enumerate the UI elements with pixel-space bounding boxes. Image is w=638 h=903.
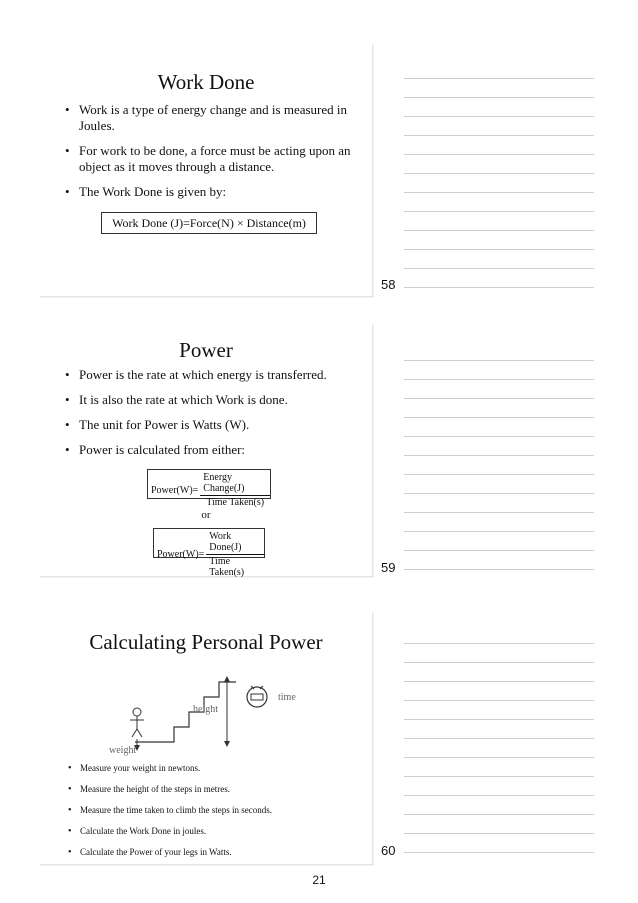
formula-lhs: Power(W)= bbox=[151, 484, 199, 496]
formula-numerator: Work Done(J) bbox=[206, 531, 264, 555]
staircase bbox=[135, 682, 236, 742]
height-label: height bbox=[193, 704, 218, 715]
power-formula-energy bbox=[147, 469, 271, 508]
slide-60 bbox=[40, 612, 373, 865]
bullet-item: • For work to be done, a force must be acting upon an object as it moves through a distance. bbox=[65, 143, 354, 175]
formula-denominator: Time Taken(s) bbox=[206, 497, 265, 508]
bullet-list bbox=[68, 763, 354, 858]
bullet-list bbox=[65, 367, 354, 458]
bullet-item: • The Work Done is given by: bbox=[65, 184, 354, 200]
slide-number: 60 bbox=[381, 843, 396, 858]
bullet-item: • Calculate the Power of your legs in Watts. bbox=[68, 847, 354, 858]
bullet-item: • Measure the height of the steps in metres. bbox=[68, 784, 354, 795]
slide-number: 59 bbox=[381, 560, 396, 575]
bullet-item: • Calculate the Work Done in joules. bbox=[68, 826, 354, 837]
slide-58 bbox=[40, 44, 373, 297]
power-formula-work bbox=[153, 528, 265, 578]
slide-title: Power bbox=[179, 338, 233, 362]
work-done-formula bbox=[101, 212, 317, 234]
formula-lhs: Power(W)= bbox=[157, 549, 205, 560]
bullet-item: • Measure your weight in newtons. bbox=[68, 763, 354, 774]
bullet-list bbox=[65, 102, 354, 200]
bullet-item: • Power is the rate at which energy is transferred. bbox=[65, 367, 354, 383]
bullet-item: • Measure the time taken to climb the steps in seconds. bbox=[68, 805, 354, 816]
stopwatch-icon bbox=[247, 686, 267, 707]
bullet-item: • Work is a type of energy change and is measured in Joules. bbox=[65, 102, 354, 134]
stick-figure-icon bbox=[130, 708, 144, 737]
weight-label: weight bbox=[109, 745, 137, 756]
bullet-item: • The unit for Power is Watts (W). bbox=[65, 417, 354, 433]
slide-title: Calculating Personal Power bbox=[89, 630, 323, 654]
slide-59 bbox=[40, 324, 373, 577]
or-text: or bbox=[201, 509, 211, 521]
slide-title: Work Done bbox=[157, 70, 255, 94]
slide-number: 58 bbox=[381, 277, 396, 292]
bullet-item: • It is also the rate at which Work is done. bbox=[65, 392, 354, 408]
formula-numerator: Energy Change(J) bbox=[200, 472, 270, 496]
time-label: time bbox=[278, 692, 296, 703]
bullet-item: • Power is calculated from either: bbox=[65, 442, 354, 458]
formula-denominator: Time Taken(s) bbox=[209, 556, 245, 578]
page-number: 21 bbox=[312, 873, 326, 887]
formula-text: Work Done (J)=Force(N) × Distance(m) bbox=[112, 216, 306, 230]
